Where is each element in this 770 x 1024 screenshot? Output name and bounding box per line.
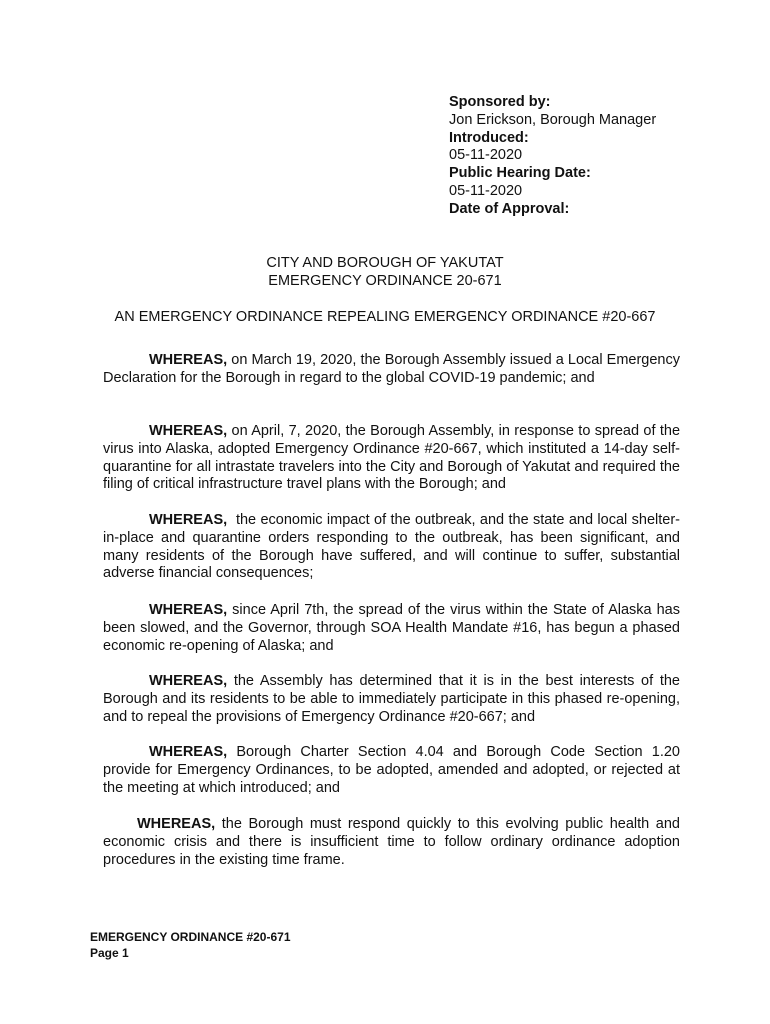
whereas-text: on March 19, 2020, the Borough Assembly issued a Local Emergency Declaration for the Borough in regard to the global COVID-19 pandemic; and: [103, 352, 680, 386]
introduced-value: 05-11-2020: [449, 147, 523, 164]
date-of-approval-label: Date of Approval:: [449, 200, 570, 217]
whereas-lead: WHEREAS,: [149, 602, 228, 618]
whereas-lead: WHEREAS,: [149, 352, 228, 368]
whereas-text: the Assembly has determined that it is in the best interests of the Borough and its residents to be able to immediately participate in this phased re-opening, and to repeal the provisions of Emergency Ordinance #20-667; and: [103, 673, 680, 725]
whereas-lead: WHEREAS,: [149, 673, 228, 689]
whereas-paragraph-3: [103, 512, 680, 583]
whereas-paragraph-5: [103, 673, 680, 726]
document-title: [0, 255, 770, 291]
whereas-text: since April 7th, the spread of the virus within the State of Alaska has been slowed, and the Governor, through SOA Health Mandate #16, has begun a phased economic re-opening of Alaska; and: [103, 602, 680, 654]
sponsored-by-label: Sponsored by:: [449, 94, 551, 110]
whereas-text: Borough Charter Section 4.04 and Borough Code Section 1.20 provide for Emergency Ordinances, to be adopted, amended and adopted, or rejected at the meeting at which introduced; and: [103, 744, 680, 796]
sponsor-block: [449, 94, 749, 219]
whereas-text: on April, 7, 2020, the Borough Assembly, in response to spread of the virus into Alaska, adopted Emergency Ordinance #20-667, which instituted a 14-day self-quarantine for all intrastate travelers into the City and Borough of Yakutat and required the filing of critical infrastructure travel plans with the Borough; and: [103, 423, 681, 493]
whereas-paragraph-4: [103, 602, 680, 655]
introduced-label: Introduced:: [449, 129, 529, 146]
whereas-lead: WHEREAS,: [149, 512, 228, 528]
sponsored-by-value: Jon Erickson, Borough Manager: [449, 111, 657, 128]
whereas-paragraph-6: [103, 744, 680, 797]
whereas-paragraph-2: [103, 423, 680, 494]
title-line-1: CITY AND BOROUGH OF YAKUTAT: [266, 255, 504, 271]
whereas-lead: WHEREAS,: [149, 744, 228, 760]
whereas-text: the economic impact of the outbreak, and the state and local shelter-in-place and quarantine orders responding to the outbreak, has been significant, and many residents of the Borough have suffered, and will continue to suffer, substantial adverse financial consequences;: [103, 512, 680, 582]
whereas-paragraph-1: [103, 352, 680, 388]
page-footer: [90, 929, 291, 961]
whereas-paragraph-7: [103, 816, 680, 869]
whereas-text: the Borough must respond quickly to this evolving public health and economic crisis and there is insufficient time to follow ordinary ordinance adoption procedures in the existing time frame.: [103, 816, 680, 868]
footer-ordinance: EMERGENCY ORDINANCE #20-671: [90, 930, 291, 944]
public-hearing-label: Public Hearing Date:: [449, 165, 591, 182]
title-line-2: EMERGENCY ORDINANCE 20-671: [268, 272, 502, 289]
public-hearing-value: 05-11-2020: [449, 182, 523, 199]
footer-page-number: Page 1: [90, 946, 129, 960]
ordinance-subject: AN EMERGENCY ORDINANCE REPEALING EMERGENCY ORDINANCE #20-667: [114, 309, 656, 325]
whereas-lead: WHEREAS,: [149, 423, 228, 439]
whereas-lead: WHEREAS,: [137, 816, 216, 832]
